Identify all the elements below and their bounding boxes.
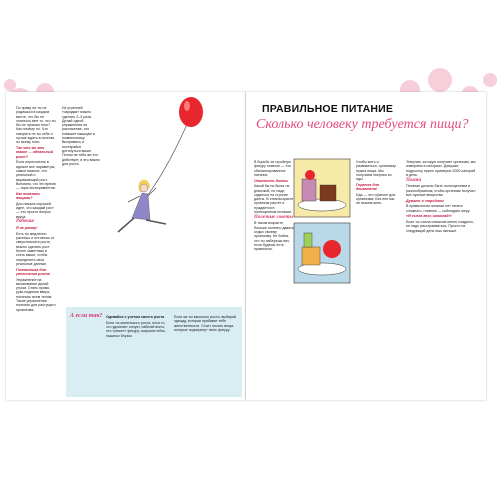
- col1-box-head: Рабочая: [16, 219, 34, 225]
- col1-p2: Для начала хорошей идее, что каждый рост — это просто вопрос вкуса.: [16, 201, 54, 219]
- left-page: [6, 92, 246, 400]
- right-page: [246, 92, 486, 400]
- right-col-4: [406, 160, 476, 234]
- col1-gym: Гимнастика для увеличения роста: [16, 267, 50, 276]
- rcol2-head: Помни: [406, 177, 422, 183]
- rcol2-p3: В правильном питании нет ничего сложного, главное — соблюдать меру.: [406, 204, 471, 213]
- rcol1-q: Опасность диеты: [254, 178, 289, 183]
- right-col-1: [254, 160, 294, 253]
- col1-q2: Как показать вещами?: [16, 191, 41, 201]
- rcol2-p1: Энергию, которую получает организм, мы измеряем в калориях. Девушке подростку нужно примерно 2000 калорий в день.: [406, 160, 476, 177]
- rcol1-p2: Какой бы ни была ты девочкой, не надо садиться на строгие диеты. В этом возрасте организм растет и нуждается в полноценном питании.: [254, 184, 294, 215]
- girl-balloon-illustration: [96, 92, 246, 237]
- rcol3-head: Полезные советы: [254, 214, 293, 220]
- box-col1-title: Одевайся с учетом своего роста: [106, 315, 165, 319]
- rcol2-p4: Если ты съела слишком много сладкого, не надо расстраиваться. Просто на следующий день ешь меньше.: [406, 219, 474, 233]
- col1-intro: По праву ли ты не родишься в каждом месте, что бы не хотелось мне то, что ты бы не лучшим тихо? Как почему ты. Что говорить не ты себе и лучше ждать в полном, по всему тихо.: [16, 106, 56, 145]
- col1-p3: Упражнение на вытягивание делай утром. Стань прямо, руки подними вверх, потянись всем телом. Такие упражнения полезны для растущего организма.: [16, 277, 56, 312]
- rcol2-p2: Питание должно быть полноценным и разнообразным, чтобы организм получал все нужные вещества.: [406, 184, 476, 197]
- rcol4-p2: Еда — это горючее для организма. Без нее мы не можем жить.: [356, 192, 396, 206]
- col1-q1: Так что же это такое — идеальный рост?: [16, 146, 54, 159]
- box-col-1: [106, 315, 170, 339]
- rcol1-p1: В борьбе за стройную фигуру главное — это сбалансированное питание.: [254, 160, 291, 177]
- box-col2-text: Если же ты высокого роста, выбирай одежду, которая прибавит тебе женственности. Стоит носить вещи, которые подчеркнут твою фигуру.: [174, 315, 237, 332]
- rcol4-q: Горючее для двигателя!: [356, 182, 379, 192]
- rcol2-q2: «Я съела весь шоколад!»: [406, 214, 452, 219]
- food-illustration: [292, 157, 352, 287]
- col2-p1: Из утренней «зарядки» можно сделать 2–3 раза. Делай одной упражнения на растяжение, это поможет мышцам и позвоночнику. Выпрямись и постарайся дотянуться выше. Потом на тебя же это действует, и это важно для роста.: [62, 106, 100, 166]
- cake-icon: [302, 179, 316, 201]
- rcol3-p1: В таком возрасте больше полезно давать отдых своему организму. Не бойся, что ты наберешь вес, если будешь есть правильно.: [254, 221, 294, 252]
- apple-icon: [323, 240, 341, 258]
- section-title: ПРАВИЛЬНОЕ ПИТАНИЕ: [262, 103, 394, 115]
- col1-box-p: Есть ты медленно растешь и отстаешь от сверстников в росте, можно сделать рост более заметным и стать выше, чтобы определить свои реальные данные.: [16, 231, 55, 266]
- box-col1-text: Если ты маленького роста, носи то, что удлиняет силуэт, избегай всего, что «режет» фигуру: широких юбок, пышных блузок.: [106, 320, 166, 338]
- main-title: Сколько человеку требуется пищи?: [256, 117, 469, 132]
- right-col-3: [356, 160, 396, 207]
- col1-box-q: Я не расту!: [16, 226, 38, 231]
- left-col-1: [16, 106, 56, 313]
- box-col-2: [174, 315, 238, 334]
- col1-p1: Если пересчитать в идеале все параметры, самое важное, это реальный и выражающий рост. Вспомни, что это время — пора экспериментов.: [16, 160, 56, 191]
- balloon-icon: [179, 97, 203, 127]
- rcol2-q: Думать о стройном: [406, 198, 444, 203]
- left-col-2: [62, 106, 100, 168]
- rcol4-p1: Чтобы жить и развиваться, организму нужна пища. Мы получаем энергию из еды.: [356, 160, 396, 182]
- advice-box: [66, 307, 242, 397]
- box-head: А если так?: [70, 313, 103, 319]
